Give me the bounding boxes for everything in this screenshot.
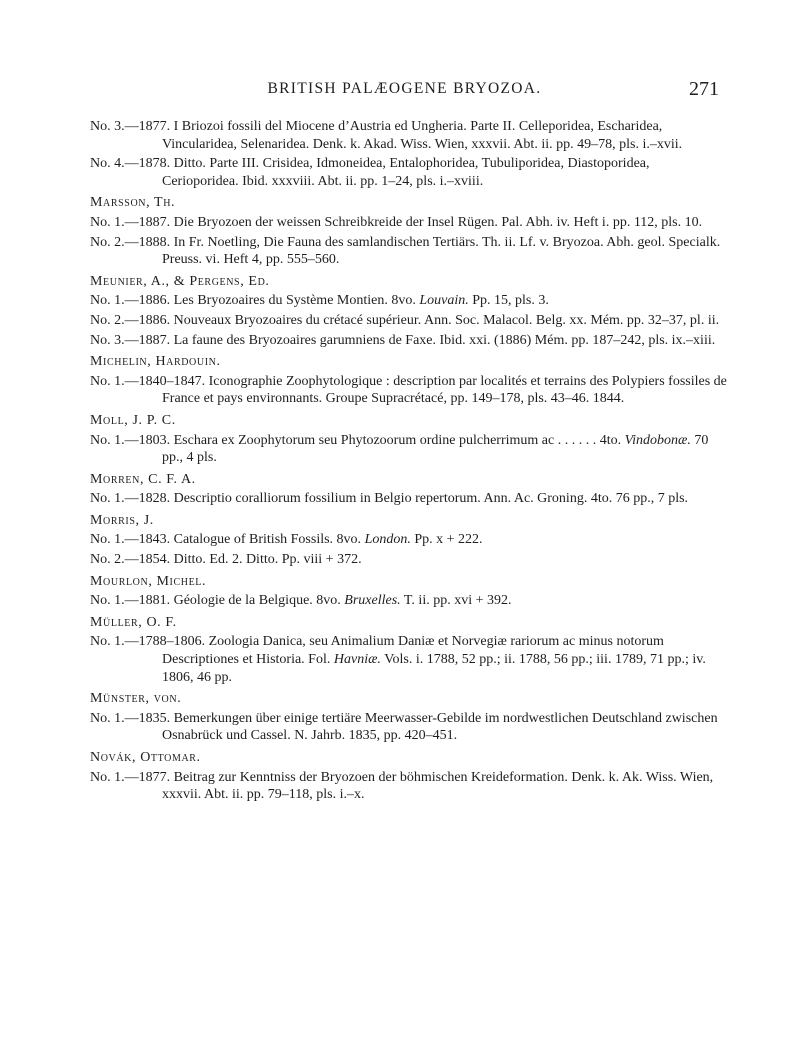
entry-meunier-2: No. 2.—1886. Nouveaux Bryozoaires du crétacé supérieur. Ann. Soc. Malacol. Belg. xx. Mém. pp. 32–37, pl. ii.: [90, 312, 720, 328]
entry-meunier-1: [90, 292, 727, 310]
page-number: 271: [689, 78, 719, 100]
entry-meunier-3: No. 3.—1887. La faune des Bryozoaires garumniens de Faxe. Ibid. xxi. (1886) Mém. pp. 187–242, pls. ix.–xiii.: [90, 332, 716, 348]
entry-mourlon-1: [90, 592, 727, 610]
entry-moll-1: [90, 432, 727, 467]
entry-text: 70 pp., 4 pls.: [162, 432, 709, 466]
author-morris: Morris, J.: [90, 512, 154, 528]
entry-reuss-3: No. 3.—1877. I Briozoi fossili del Miocene d’Austria ed Ungheria. Parte II. Celleporidea, Escharidea, Vincularidea, Selenaridea. Denk. k. Akad. Wiss. Wien, xxxvii. Abt. ii. pp. 49–78, pls. i.–xvii.: [90, 119, 683, 152]
publication-place: Bruxelles.: [344, 593, 401, 609]
entry-text: Pp. x + 222.: [414, 532, 483, 548]
author-michelin: Michelin, Hardouin.: [90, 354, 221, 370]
author-mourlon: Mourlon, Michel.: [90, 573, 207, 589]
entry-marsson-1: No. 1.—1887. Die Bryozoen der weissen Schreibkreide der Insel Rügen. Pal. Abh. iv. Heft i. pp. 112, pls. 10.: [90, 214, 703, 230]
entry-munster-1: No. 1.—1835. Bemerkungen über einige tertiäre Meerwasser-Gebilde im nordwestlichen Deutschland zwischen Osnabrück und Cassel. N. Jahrb. 1835, pp. 420–451.: [90, 710, 718, 744]
author-munster: Münster, von.: [90, 691, 182, 707]
entry-text: T. ii. pp. xvi + 392.: [403, 593, 512, 609]
author-muller: Müller, O. F.: [90, 614, 177, 630]
author-meunier: Meunier, A., & Pergens, Ed.: [90, 273, 270, 289]
entry-text: No. 1.—1803. Eschara ex Zoophytorum seu Phytozoorum ordine pulcherrimum ac . . . . . . 4to.: [90, 432, 622, 448]
author-morren: Morren, C. F. A.: [90, 471, 196, 487]
author-marsson: Marsson, Th.: [90, 195, 176, 211]
publication-place: London.: [364, 532, 411, 548]
entry-morren-1: No. 1.—1828. Descriptio coralliorum fossilium in Belgio repertorum. Ann. Ac. Groning. 4to. 76 pp., 7 pls.: [90, 491, 689, 507]
entry-muller-1: [90, 633, 727, 686]
author-novak: Novák, Ottomar.: [90, 750, 201, 765]
running-title: BRITISH PALÆOGENE BRYOZOA.: [267, 80, 542, 97]
entry-novak-1: No. 1.—1877. Beitrag zur Kenntniss der Bryozoen der böhmischen Kreideformation. Denk. k. Ak. Wiss. Wien, xxxvii. Abt. ii. pp. 79–118, pls. i.–x.: [90, 769, 714, 803]
entry-michelin-1: No. 1.—1840–1847. Iconographie Zoophytologique : description par localités et terrains des Polypiers fossiles de France et pays environnants. Groupe Supracrétacé, pp. 149–178, pls. 43–46. 1844.: [90, 373, 727, 407]
entry-reuss-4: No. 4.—1878. Ditto. Parte III. Crisidea, Idmoneidea, Entalophoridea, Tubuliporidea, Diastoporidea, Cerioporidea. Ibid. xxxviii. Abt. ii. pp. 1–24, pls. i.–xviii.: [90, 156, 650, 189]
publication-place: Louvain.: [419, 293, 469, 309]
running-header: [90, 78, 719, 106]
publication-place: Havniæ.: [333, 652, 381, 668]
entry-morris-1: [90, 531, 727, 549]
entry-text: No. 1.—1881. Géologie de la Belgique. 8vo.: [90, 593, 341, 609]
bibliography-body: [90, 118, 727, 806]
entry-text: No. 1.—1843. Catalogue of British Fossils. 8vo.: [90, 532, 362, 548]
entry-text: Vols. i. 1788, 52 pp.; ii. 1788, 56 pp.; iii. 1789, 71 pp.; iv. 1806, 46 pp.: [162, 652, 706, 685]
entry-text: No. 1.—1886. Les Bryozoaires du Système Montien. 8vo.: [90, 293, 416, 309]
entry-text: Pp. 15, pls. 3.: [472, 293, 549, 309]
entry-morris-2: No. 2.—1854. Ditto. Ed. 2. Ditto. Pp. viii + 372.: [90, 552, 362, 568]
publication-place: Vindobonæ.: [624, 432, 691, 448]
entry-marsson-2: No. 2.—1888. In Fr. Noetling, Die Fauna des samlandischen Tertiärs. Th. ii. Lf. v. Bryozoa. Abh. geol. Specialk. Preuss. vi. Heft 4, pp. 555–560.: [90, 234, 721, 268]
author-moll: Moll, J. P. C.: [90, 412, 176, 428]
entry-text: No. 1.—1788–1806. Zoologia Danica, seu Animalium Daniæ et Norvegiæ rariorum ac minus notorum Descriptiones et Historia. Fol.: [90, 634, 664, 668]
